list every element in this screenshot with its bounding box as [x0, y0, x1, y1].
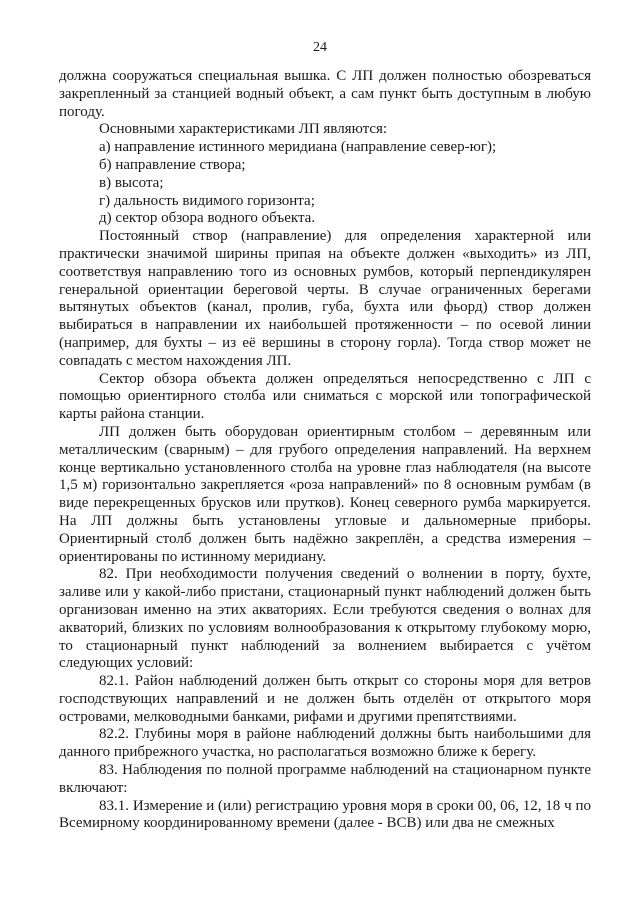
list-item-a: а) направление истинного меридиана (направление север-юг); [99, 139, 497, 156]
paragraph-view-sector: Сектор обзора объекта должен определяться непосредственно с ЛП с помощью ориентирного столба или сниматься с морской или топографической карты района станции. [59, 370, 591, 423]
paragraph-section-82: 82. При необходимости получения сведений о волнении в порту, бухте, заливе или у какой-либо пристани, стационарный пункт наблюдений должен быть организован именно на этих акваториях. Если требуются сведения о волнах для акваторий, близких по условиям волнообразования к открытому глубокому морю, то стационарный пункт наблюдений за волнением выбирается с учётом следующих условий: [59, 566, 591, 672]
paragraph-reference-post: ЛП должен быть оборудован ориентирным столбом – деревянным или металлическим (сварным) – для грубого определения направлений. На верхнем конце вертикально установленного столба на уровне глаз наблюдателя (на высоте 1,5 м) горизонтально закрепляется «роза направлений» по 8 основным румбам (в виде перекрещенных брусков или прутков). Конец северного румба маркируется. На ЛП должны быть установлены угловые и дальномерные приборы. Ориентирный столб должен быть надёжно закреплён, а средства измерения – ориентированы по истинному меридиану. [59, 423, 591, 565]
list-item-b: б) направление створа; [99, 156, 246, 173]
paragraph-permanent-alignment: Постоянный створ (направление) для определения характерной или практически значимой ширины припая на объекте должен «выходить» из ЛП, соответствуя направлению того из основных румбов, который перпендикулярен генеральной ориентации береговой черты. В случае ограниченных берегами вытянутых объектов (канал, пролив, губа, бухта или фьорд) створ должен выбираться в направлении их наибольшей протяженности – по осевой линии (например, для бухты – из её вершины в сторону горла). Тогда створ может не совпадать с местом нахождения ЛП. [59, 228, 591, 369]
paragraph-continuation: должна сооружаться специальная вышка. С ЛП должен полностью обозреваться закрепленный за станцией водный объект, а сам пункт быть доступным в любую погоду. [59, 68, 591, 120]
paragraph-section-82-2: 82.2. Глубины моря в районе наблюдений должны быть наибольшими для данного прибрежного участка, но располагаться возможно ближе к берегу. [59, 726, 591, 761]
paragraph-section-83-1: 83.1. Измерение и (или) регистрацию уровня моря в сроки 00, 06, 12, 18 ч по Всемирному координированному времени (далее - ВСВ) или два не смежных [59, 797, 591, 832]
paragraph-section-83: 83. Наблюдения по полной программе наблюдений на стационарном пункте включают: [59, 762, 591, 796]
list-item-g: г) дальность видимого горизонта; [99, 192, 315, 209]
page-number: 24 [313, 40, 327, 55]
list-item-v: в) высота; [99, 174, 164, 191]
paragraph-section-82-1: 82.1. Район наблюдений должен быть открыт со стороны моря для ветров господствующих направлений и не должен быть отделён от открытого моря островами, мелководными банками, рифами и другими препятствиями. [59, 673, 591, 725]
document-body [59, 68, 591, 833]
paragraph-characteristics-intro: Основными характеристиками ЛП являются: [99, 121, 388, 138]
list-item-d: д) сектор обзора водного объекта. [99, 210, 316, 227]
